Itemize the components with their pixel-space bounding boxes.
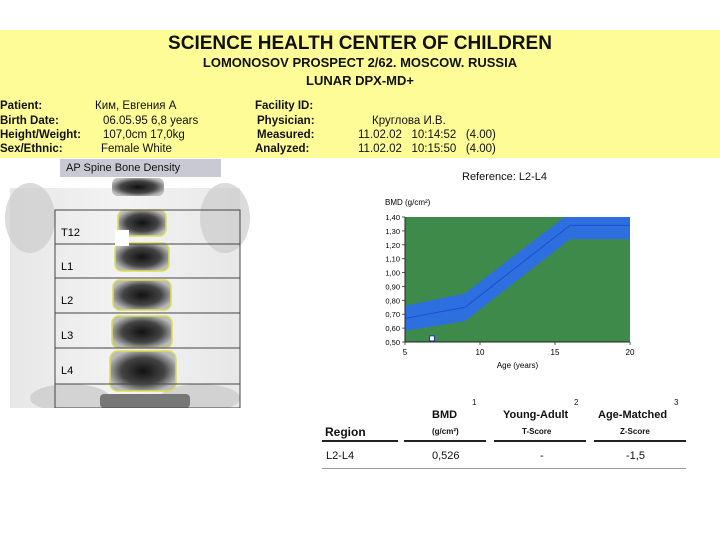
y-tick-label: 0,70 [385,310,400,320]
center-address: LOMONOSOV PROSPECT 2/62. MOSCOW. RUSSIA [202,55,518,70]
measured-label: Measured: [257,129,315,141]
scan-title: AP Spine Bone Density [60,159,221,177]
analyzed-label: Analyzed: [255,143,310,155]
height-weight-label: Height/Weight: [0,129,81,141]
report-slide [0,30,720,510]
y-tick-label: 1,00 [385,268,400,278]
x-tick-label: 10 [475,348,485,357]
zscore-footnote: 3 [674,398,679,407]
x-tick-label: 5 [402,348,408,357]
birth-date-value: 06.05.95 6,8 years [103,115,199,127]
patient-label: Patient: [0,100,43,112]
y-axis-title: BMD (g/cm²) [385,198,431,207]
physician-value: Круглова И.В. [372,115,446,127]
y-tick-label: 0,60 [385,324,400,334]
reference-chart [365,193,665,408]
row-region: L2-L4 [326,450,355,462]
reference-title: Reference: L2-L4 [462,171,547,183]
x-tick-label: 15 [550,348,560,357]
col-tscore-sub: T-Score [522,427,552,436]
densitometry-report [0,158,720,510]
y-tick-label: 1,40 [385,213,400,222]
col-zscore-header: Age-Matched [598,409,668,421]
device-name: LUNAR DPX-MD+ [306,73,414,88]
vertebra-label-l4: L4 [61,365,74,377]
facility-id-label: Facility ID: [255,100,314,112]
patient-point [430,336,435,341]
row-divider [322,468,686,469]
row-bmd: 0,526 [432,450,460,462]
header-underline [494,440,586,442]
row-zscore: -1,5 [626,450,645,462]
y-tick-label: 1,20 [385,240,400,250]
col-bmd-header: BMD [432,409,458,421]
tscore-footnote: 2 [574,398,579,407]
patient-value: Ким, Евгения А [95,100,177,112]
y-tick-label: 1,30 [385,226,400,236]
row-tscore: - [540,450,544,462]
col-zscore-sub: Z-Score [620,427,650,436]
x-tick-label: 20 [625,348,635,357]
vertebra-label-t12: T12 [61,227,80,239]
y-tick-label: 0,80 [385,296,400,306]
x-axis-title: Age (years) [496,361,539,370]
height-weight-value: 107,0cm 17,0kg [103,129,185,141]
spine-scan-image [0,158,300,408]
center-title: SCIENCE HEALTH CENTER OF CHILDREN [168,33,552,54]
physician-label: Physician: [257,115,315,127]
birth-date-label: Birth Date: [0,115,59,127]
y-tick-label: 0,50 [385,338,400,347]
sex-ethnic-value: Female White [101,143,172,155]
vertebra-label-l1: L1 [61,261,74,273]
measured-value: 11.02.02 10:14:52 (4.00) [358,129,496,141]
col-bmd-unit: (g/cm²) [432,427,459,436]
y-tick-label: 1,10 [385,254,400,264]
y-tick-label: 0,90 [385,282,400,292]
sex-ethnic-label: Sex/Ethnic: [0,143,63,155]
vertebra-label-l3: L3 [61,330,74,342]
header-underline [322,440,398,442]
analyzed-value: 11.02.02 10:15:50 (4.00) [358,143,496,155]
marker-square [115,230,129,246]
bmd-footnote: 1 [472,398,477,407]
vertebra-label-l2: L2 [61,295,74,307]
col-tscore-header: Young-Adult [503,409,569,421]
col-region-header: Region [325,425,366,439]
header-underline [404,440,486,442]
header-underline [594,440,686,442]
